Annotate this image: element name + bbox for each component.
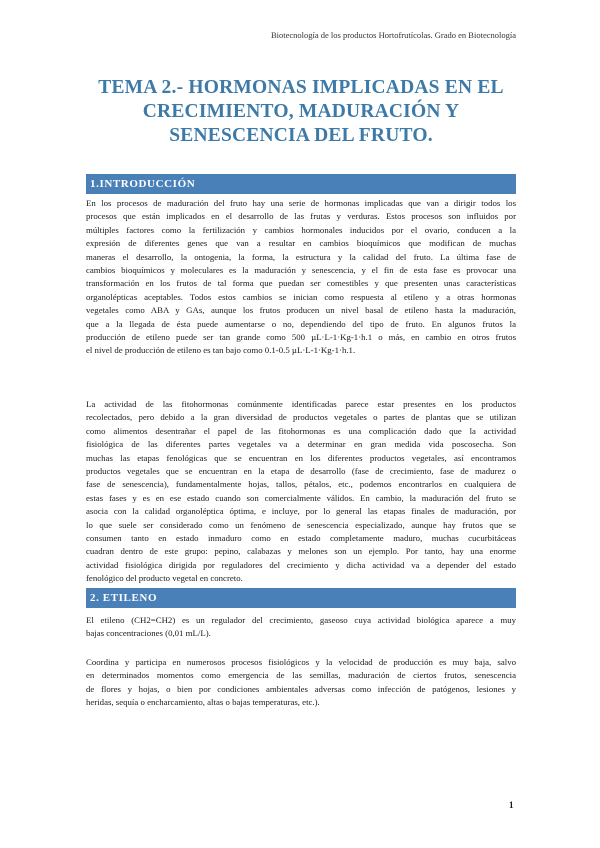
text-line: muchas las etapas fenológicas que se encuentran en los diferentes productos vegetales, así encontramos: [86, 452, 516, 463]
text-line: fenológico del producto vegetal en concreto.: [86, 573, 243, 584]
text-line: fase de senescencia), fundamentalmente hojas, tallos, pétalos, etc., podemos encontrarlos en cualquiera de: [86, 479, 516, 490]
text-line: transformación en los frutos de tal forma que puedan ser comestibles y que presenten unas características: [86, 278, 516, 289]
title-line: CRECIMIENTO, MADURACIÓN Y: [142, 101, 460, 122]
text-line: heridas, sequía o encharcamiento, altas o bajas temperaturas, etc.).: [86, 697, 320, 708]
text-line: El etileno (CH2=CH2) es un regulador del crecimiento, gaseoso cuya actividad biológica aparece a muy: [86, 615, 516, 625]
etileno-paragraph-2: [86, 656, 516, 710]
text-line: lo que suele ser considerado como un fenómeno de senescencia especializado, aunque hay frutos que se: [86, 519, 516, 530]
text-line: cuadran dentro de este grupo: pepino, calabazas y melones son un ejemplo. Por tanto, hay una enorme: [86, 546, 516, 557]
title-line: TEMA 2.- HORMONAS IMPLICADAS EN EL: [98, 77, 504, 98]
text-line: La actividad de las fitohormonas comúnmente identificadas parece estar presentes en los productos: [86, 399, 516, 409]
text-line: expresión de diferentes genes que van a resultar en cambios bioquímicos que modifican de muchas: [86, 238, 516, 249]
text-line: que a la llegada de ésta puede aumentarse o no, dependiendo del tipo de fruto. En algunos frutos la: [86, 318, 516, 329]
intro-paragraph-2: [86, 398, 516, 585]
text-line: múltiples factores como la fertilización y cambios hormonales inducidos por el ovario, conducen a la: [86, 224, 516, 235]
text-line: procesos que están implicados en el desarrollo de las frutas y verduras. Estos procesos son influidos por: [86, 211, 516, 222]
text-line: vegetales como ABA y GAs, aunque los frutos producen un nivel basal de etileno hasta la maduración,: [86, 305, 516, 316]
text-line: el nivel de producción de etileno es tan bajo como 0.1-0.5 µL·L-1·Kg-1·h.1.: [86, 345, 356, 356]
text-line: recolectados, pero debido a la gran diversidad de productos vegetales o partes de plantas que se utilizan: [86, 412, 516, 423]
running-header: Biotecnología de los productos Hortofrutícolas. Grado en Biotecnología: [270, 30, 516, 40]
text-line: maneras el desarrollo, la ontogenia, la forma, la estructura y la calidad del fruto. La última fase de: [86, 251, 516, 262]
text-line: asocia con la calidad organoléptica óptima, e incluye, por lo general las etapas finales de maduración, por: [86, 506, 516, 517]
text-line: estas fases y es en ese estado cuando son comercialmente válidos. En cambio, la maduración del fruto se: [86, 492, 516, 503]
section-heading-introduccion: 1.INTRODUCCIÓN: [86, 174, 516, 194]
text-line: de flores y hojas, o bien por condiciones ambientales adversas como infección de patógenos, lesiones y: [86, 683, 516, 694]
text-line: actividad fisiológica dirigida por reguladores del crecimiento y dicha actividad va a depender del estado: [86, 559, 516, 570]
page-number: 1: [509, 800, 514, 810]
text-line: Coordina y participa en numerosos procesos fisiológicos y la velocidad de producción es muy baja, salvo: [86, 657, 516, 667]
text-line: organolépticas aceptables. Todos estos cambios se inician como respuesta al etileno y a otras hormonas: [86, 291, 516, 302]
text-line: en determinados momentos como emergencia de las semillas, maduración de ciertos frutos, senescencia: [86, 670, 516, 681]
text-line: fisiológica de las diferentes partes vegetales va a determinar en gran medida vida poscosecha. Son: [86, 439, 516, 450]
text-line: En los procesos de maduración del fruto hay una serie de hormonas implicadas que van a dirigir todos los: [86, 198, 516, 208]
intro-paragraph-1: [86, 197, 516, 358]
text-line: producción de etileno puede ser tan grande como 500 µL·L-1·Kg-1·h.1 o más, en cambio en otros frutos: [86, 331, 516, 342]
text-line: productos vegetales que se encuentran en la etapa de desarrollo (fase de crecimiento, fase de madurez o: [86, 465, 516, 476]
title-line: SENESCENCIA DEL FRUTO.: [169, 125, 433, 146]
text-line: como alimentos desentrañar el papel de las fitohormonas es una complicación dado que la actividad: [86, 425, 516, 436]
text-line: consumen tanto en estado inmaduro como en estado completamente maduro, muchas cucurbitáceas: [86, 532, 516, 543]
text-line: cambios bioquímicos y moleculares es la maduración y senescencia, y el fin de esta fase es provocar una: [86, 264, 516, 275]
page-title: [86, 76, 516, 148]
text-line: bajas concentraciones (0,01 mL/L).: [86, 628, 211, 639]
etileno-paragraph-1: [86, 614, 516, 641]
section-heading-etileno: 2. ETILENO: [86, 588, 516, 608]
